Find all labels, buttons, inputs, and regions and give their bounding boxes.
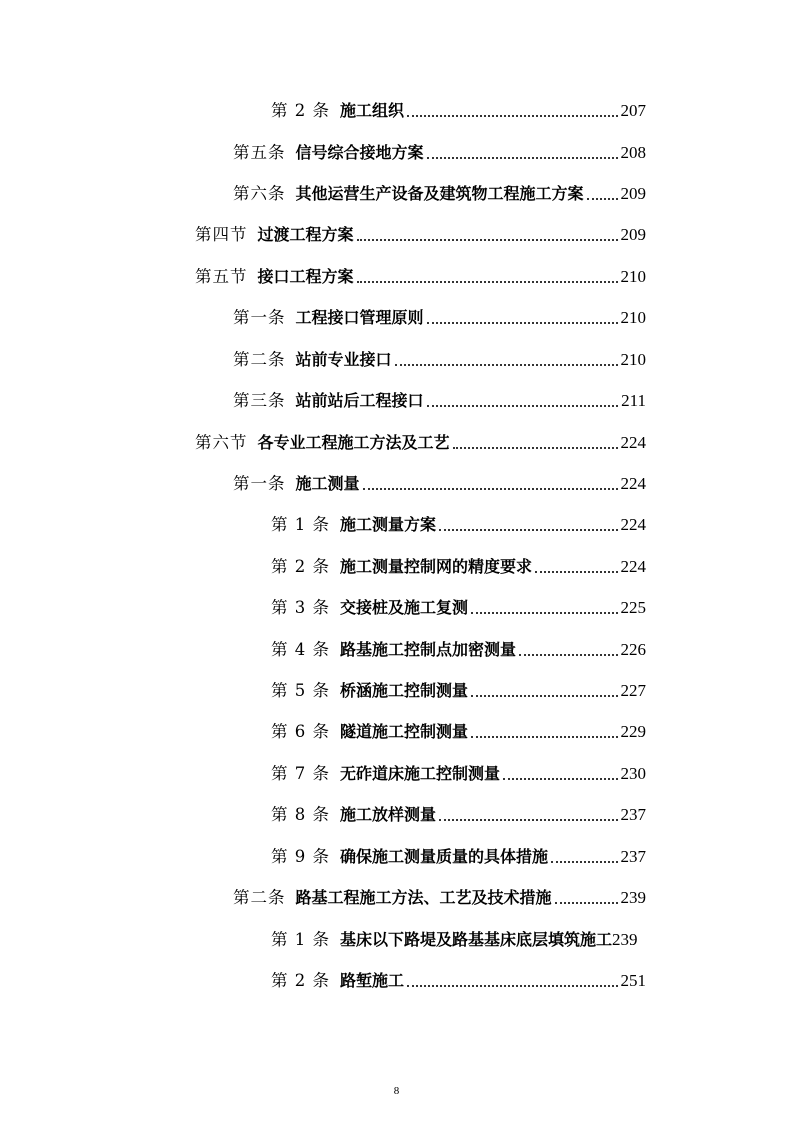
toc-entry-title: 无砟道床施工控制测量 [340,764,501,783]
toc-entry[interactable] [195,262,646,288]
toc-entry-page: 209 [620,225,646,244]
toc-entry-prefix: 第五节 [195,267,248,286]
toc-entry-title: 交接桩及施工复测 [340,598,469,617]
toc-entry[interactable] [271,635,646,661]
dot-leader [555,902,618,904]
toc-entry-page: 229 [620,722,646,741]
toc-entry-prefix: 第二条 [233,350,286,369]
toc-entry[interactable] [195,220,646,246]
toc-entry[interactable] [233,883,646,909]
dot-leader [471,612,617,614]
toc-entry-page: 224 [620,433,646,452]
toc-entry-prefix: 第 4 条 [271,640,330,659]
dot-leader [471,695,617,697]
toc-entry-page: 208 [620,143,646,162]
toc-entry-title: 施工组织 [340,101,405,120]
dot-leader [453,447,618,449]
toc-entry[interactable] [233,469,646,495]
toc-entry-prefix: 第五条 [233,143,286,162]
toc-entry-page: 237 [620,847,646,866]
dot-leader [587,198,618,200]
toc-entry-prefix: 第六节 [195,433,248,452]
toc-entry-title: 确保施工测量质量的具体措施 [340,847,549,866]
toc-entry-prefix: 第 8 条 [271,805,330,824]
toc-entry-prefix: 第 1 条 [271,930,330,949]
toc-entry[interactable] [233,179,646,205]
toc-entry[interactable] [271,510,646,536]
toc-entry-title: 施工测量 [295,474,360,493]
toc-entry[interactable] [271,96,646,122]
toc-entry-prefix: 第三条 [233,391,286,410]
toc-entry-prefix: 第六条 [233,184,286,203]
toc-entry[interactable] [233,386,646,412]
toc-entry[interactable] [271,593,646,619]
toc-entry-page: 224 [620,557,646,576]
toc-entry-page: 239 [620,888,646,907]
toc-entry-title: 其他运营生产设备及建筑物工程施工方案 [295,184,584,203]
toc-entry-prefix: 第二条 [233,888,286,907]
toc-entry-page: 227 [620,681,646,700]
toc-entry-prefix: 第 1 条 [271,515,330,534]
toc-entry-title: 隧道施工控制测量 [340,722,469,741]
toc-entry-title: 站前站后工程接口 [295,391,424,410]
toc-entry-title: 施工测量控制网的精度要求 [340,557,533,576]
toc-entry-title: 施工放样测量 [340,805,437,824]
toc-entry-page: 230 [620,764,646,783]
dot-leader [471,736,617,738]
toc-entry[interactable] [271,966,646,992]
dot-leader [357,281,618,283]
toc-entry[interactable] [233,138,646,164]
toc-entry-title: 施工测量方案 [340,515,437,534]
toc-entry[interactable] [271,552,646,578]
dot-leader [439,529,617,531]
toc-entry-title: 路基工程施工方法、工艺及技术措施 [295,888,552,907]
toc-entry-prefix: 第 9 条 [271,847,330,866]
dot-leader [395,364,618,366]
dot-leader [407,115,617,117]
toc-entry-page: 224 [620,474,646,493]
toc-entry-prefix: 第一条 [233,474,286,493]
toc-entry-prefix: 第四节 [195,225,248,244]
toc-entry-title: 桥涵施工控制测量 [340,681,469,700]
toc-entry-page: 207 [620,101,646,120]
dot-leader [503,778,617,780]
toc-entry[interactable] [195,428,646,454]
toc-entry[interactable] [233,345,646,371]
toc-entry-prefix: 第一条 [233,308,286,327]
toc-entry[interactable] [271,759,646,785]
toc-entry[interactable] [271,676,646,702]
toc-entry-title: 路基施工控制点加密测量 [340,640,517,659]
toc-entry-page: 210 [620,350,646,369]
toc-entry-title: 路堑施工 [340,971,405,990]
dot-leader [519,654,617,656]
toc-entry[interactable] [233,303,646,329]
toc-entry-page: 237 [620,805,646,824]
toc-entry-title: 过渡工程方案 [257,225,354,244]
toc-entry-prefix: 第 7 条 [271,764,330,783]
dot-leader [427,405,619,407]
toc-entry-page: 239 [612,930,638,949]
toc-entry-page: 209 [620,184,646,203]
toc-entry-page: 226 [620,640,646,659]
toc-entry-page: 225 [620,598,646,617]
toc-entry[interactable] [271,800,646,826]
dot-leader [427,322,618,324]
dot-leader [427,157,618,159]
toc-entry-prefix: 第 2 条 [271,101,330,120]
toc-entry-prefix: 第 6 条 [271,722,330,741]
toc-entry-prefix: 第 2 条 [271,971,330,990]
dot-leader [551,861,617,863]
toc-entry-title: 基床以下路堤及路基基床底层填筑施工 [340,930,613,949]
dot-leader [439,819,617,821]
dot-leader [357,239,618,241]
toc-entry-page: 210 [620,267,646,286]
toc-entry[interactable] [271,842,646,868]
dot-leader [535,571,617,573]
page-number: 8 [393,1085,400,1097]
toc-entry-title: 各专业工程施工方法及工艺 [257,433,450,452]
toc-entry-page: 224 [620,515,646,534]
toc-entry-page: 211 [621,391,646,410]
toc-entry-title: 接口工程方案 [257,267,354,286]
dot-leader [363,488,618,490]
toc-entry-prefix: 第 2 条 [271,557,330,576]
toc-entry[interactable] [271,925,646,951]
toc-entry-prefix: 第 5 条 [271,681,330,700]
toc-entry-title: 工程接口管理原则 [295,308,424,327]
toc-entry-prefix: 第 3 条 [271,598,330,617]
toc-entry-page: 210 [620,308,646,327]
toc-entry[interactable] [271,717,646,743]
toc-entry-title: 站前专业接口 [295,350,392,369]
dot-leader [407,985,617,987]
toc-entry-title: 信号综合接地方案 [295,143,424,162]
toc-entry-page: 251 [620,971,646,990]
